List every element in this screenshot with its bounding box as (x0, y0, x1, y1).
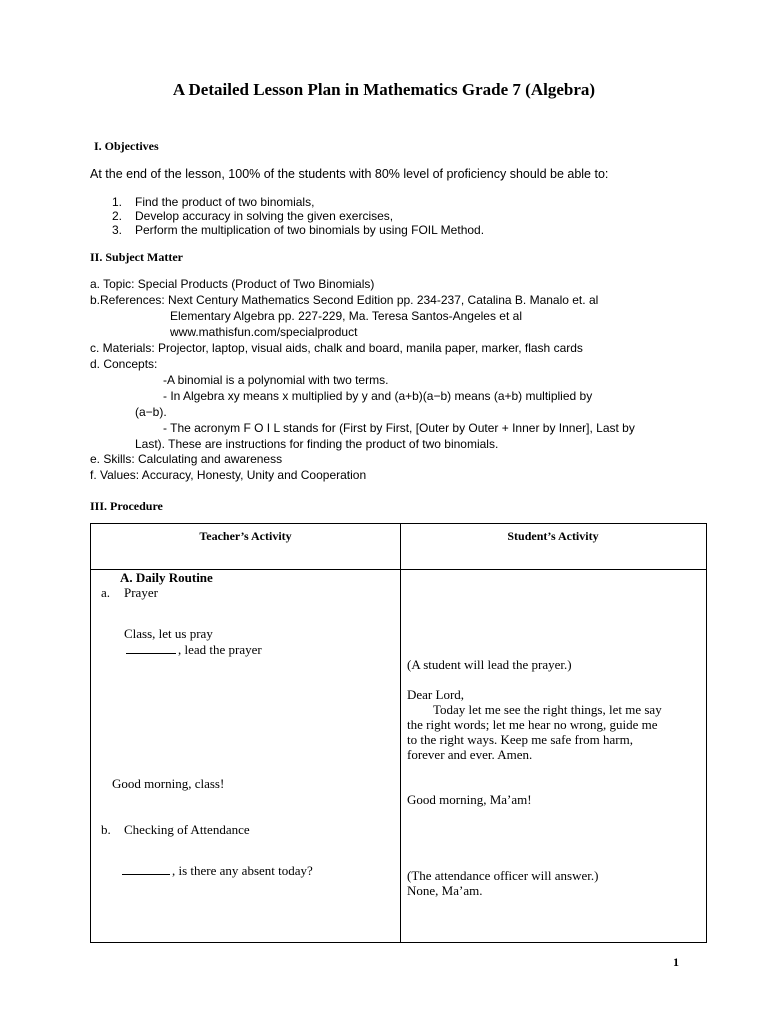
concepts-label: d. Concepts: (90, 357, 158, 371)
prayer-line: to the right ways. Keep me safe from harm, (407, 732, 633, 747)
concept-item: (a−b). (135, 405, 167, 419)
absent-question-text: , is there any absent today? (172, 863, 313, 878)
attendance-label: Checking of Attendance (124, 822, 250, 837)
attendance-answer: (The attendance officer will answer.) (407, 868, 599, 883)
class-pray-line: Class, let us pray (124, 626, 213, 641)
teacher-activity-header: Teacher’s Activity (199, 529, 292, 543)
references-line: b.References: Next Century Mathematics Second Edition pp. 234-237, Catalina B. Manalo et. al (90, 293, 599, 307)
student-lead-prayer: (A student will lead the prayer.) (407, 657, 572, 672)
prayer-opening: Dear Lord, (407, 687, 465, 702)
absent-question-line (122, 863, 313, 878)
column-divider (400, 524, 401, 942)
prayer-line: Today let me see the right things, let me say (433, 702, 662, 717)
references-line: www.mathisfun.com/specialproduct (170, 325, 358, 339)
materials-line: c. Materials: Projector, laptop, visual aids, chalk and board, manila paper, marker, flash cards (90, 341, 583, 355)
item-marker: b. (101, 822, 111, 837)
lead-prayer-text: , lead the prayer (178, 642, 262, 657)
list-item-number: 3. (112, 223, 123, 237)
concept-item: Last). These are instructions for finding the product of two binomials. (135, 437, 499, 451)
list-item: Find the product of two binomials, (135, 195, 315, 209)
prayer-line: forever and ever. Amen. (407, 747, 533, 762)
values-line: f. Values: Accuracy, Honesty, Unity and Cooperation (90, 468, 367, 482)
list-item: Perform the multiplication of two binomials by using FOIL Method. (135, 223, 485, 237)
objectives-intro: At the end of the lesson, 100% of the students with 80% level of proficiency should be able to: (90, 167, 609, 181)
page-number: 1 (673, 955, 679, 969)
student-activity-header: Student’s Activity (507, 529, 599, 543)
subject-matter-heading: II. Subject Matter (90, 250, 183, 264)
attendance-answer: None, Ma’am. (407, 883, 483, 898)
list-item: Develop accuracy in solving the given exercises, (135, 209, 394, 223)
objectives-heading: I. Objectives (94, 139, 159, 153)
prayer-label: Prayer (124, 585, 158, 600)
concept-item: -A binomial is a polynomial with two terms. (163, 373, 389, 387)
daily-routine-heading: A. Daily Routine (120, 570, 213, 585)
list-item-number: 1. (112, 195, 123, 209)
teacher-greeting: Good morning, class! (112, 776, 225, 791)
skills-line: e. Skills: Calculating and awareness (90, 452, 283, 466)
document-title: A Detailed Lesson Plan in Mathematics Grade 7 (Algebra) (172, 80, 596, 99)
topic-line: a. Topic: Special Products (Product of Two Binomials) (90, 277, 375, 291)
fill-in-blank (122, 864, 170, 875)
concept-item: - The acronym F O I L stands for (First by First, [Outer by Outer + Inner by Inner], Last by (163, 421, 635, 435)
lead-prayer-line (126, 642, 262, 657)
prayer-line: the right words; let me hear no wrong, guide me (407, 717, 658, 732)
concept-item: - In Algebra xy means x multiplied by y and (a+b)(a−b) means (a+b) multiplied by (163, 389, 593, 403)
item-marker: a. (101, 585, 111, 600)
fill-in-blank (126, 643, 176, 654)
procedure-heading: III. Procedure (90, 499, 163, 513)
list-item-number: 2. (112, 209, 123, 223)
references-line: Elementary Algebra pp. 227-229, Ma. Teresa Santos-Angeles et al (170, 309, 522, 323)
student-greeting: Good morning, Ma’am! (407, 792, 532, 807)
